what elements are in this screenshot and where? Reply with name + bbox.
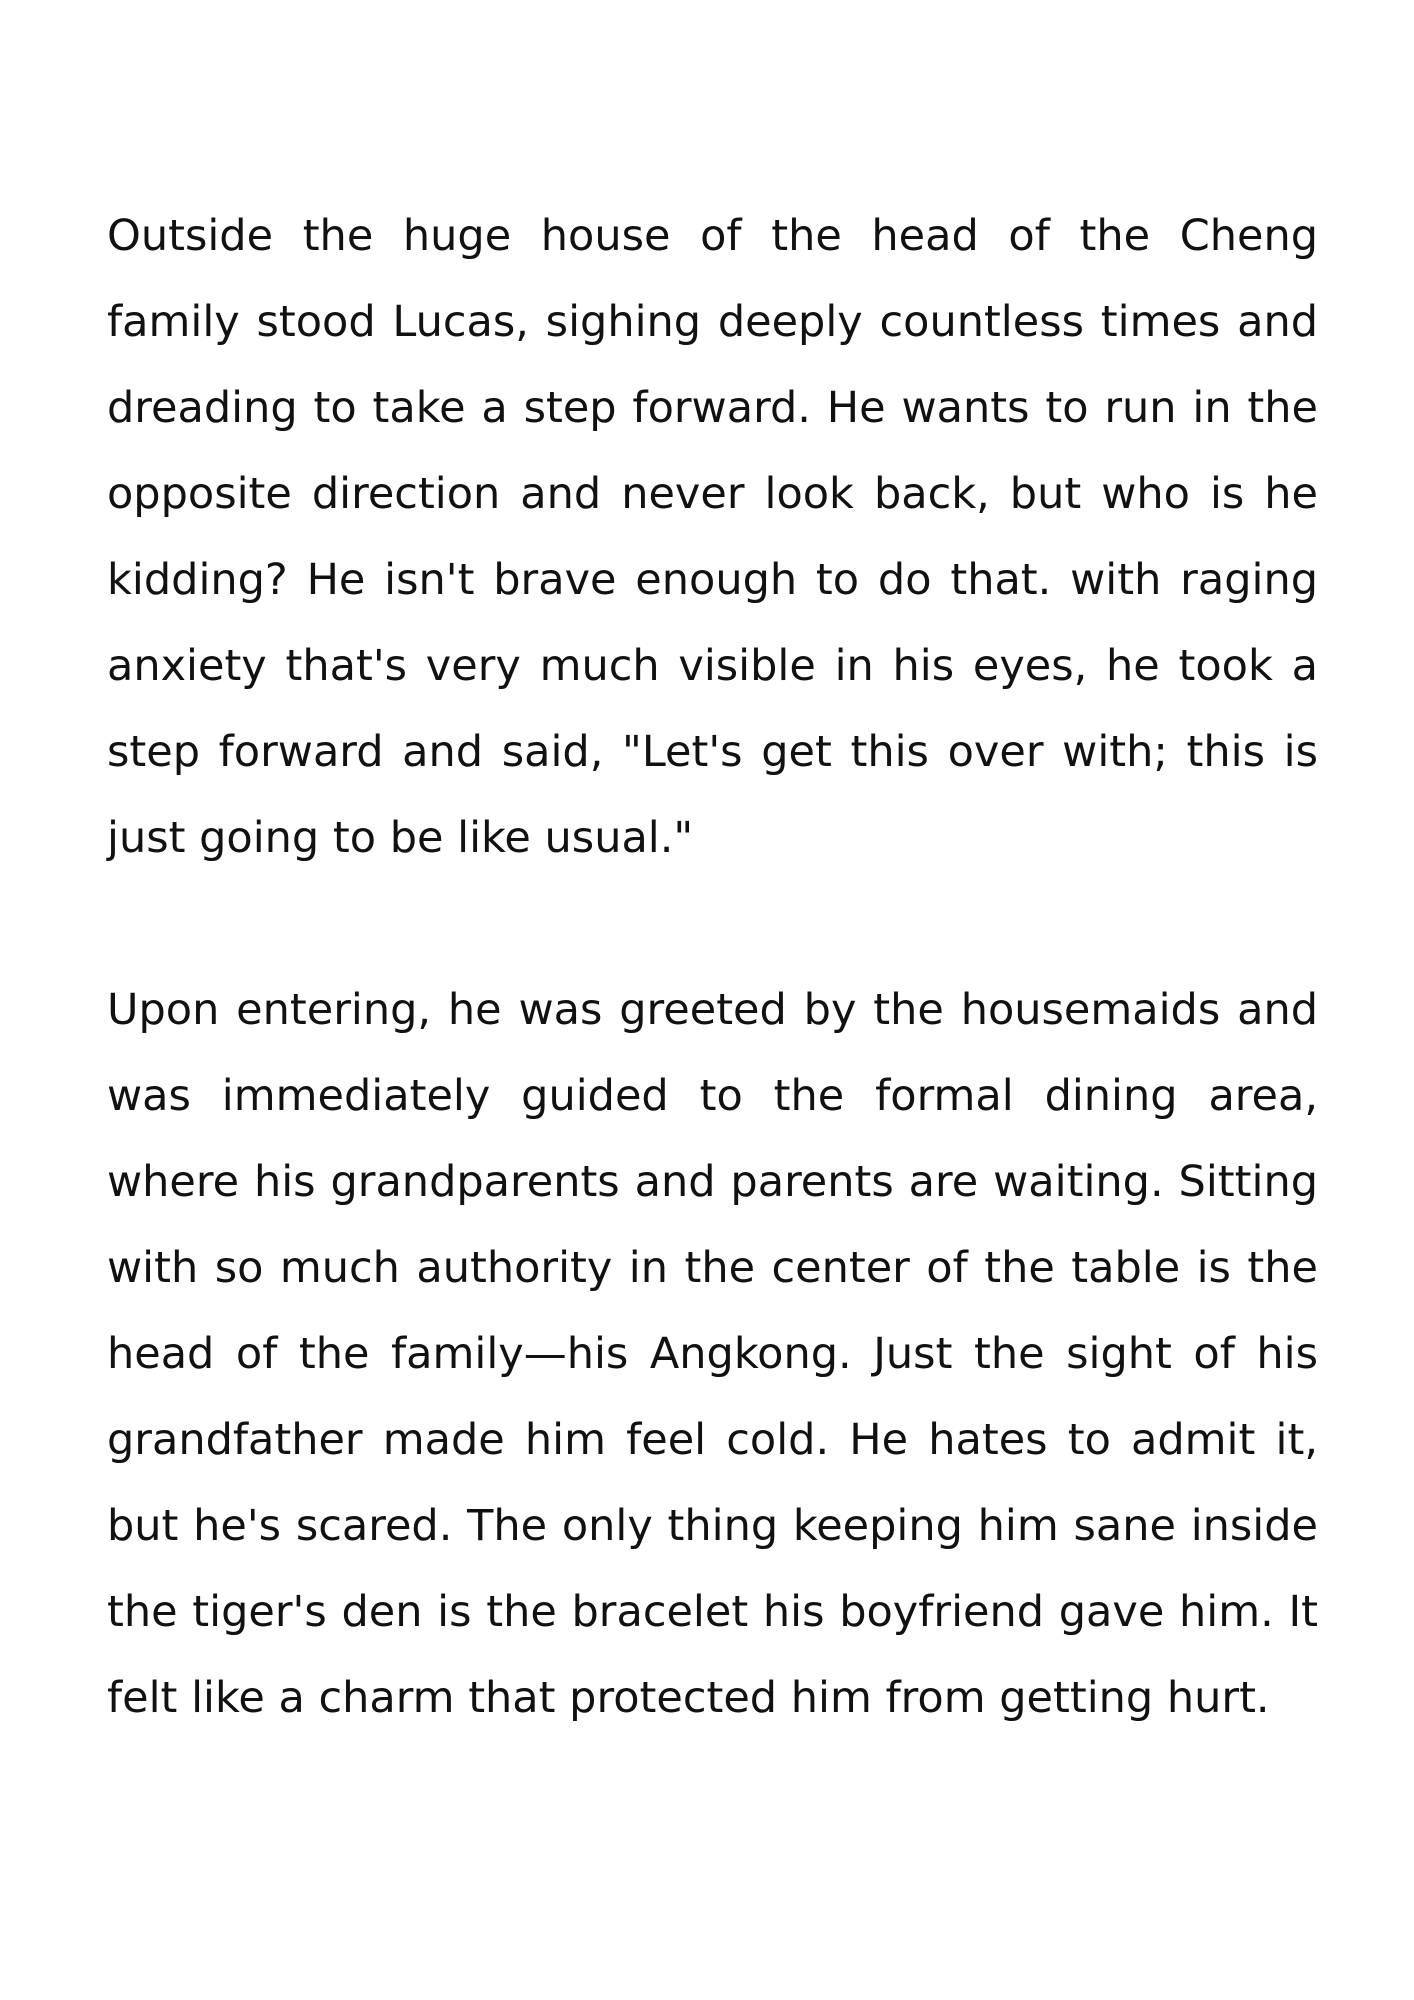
paragraph-2: Upon entering, he was greeted by the housemaids and was immediately guided to the formal dining area, where his grandparents and parents are waiting. Sitting with so much authority in the center of the table is the head of the family—his Angkong. Just the sight of his grandfather made him feel cold. He hates to admit it, but he's scared. The only thing keeping him sane inside the tiger's den is the bracelet his boyfriend gave him. It felt like a charm that protected him from getting hurt. <box>107 985 1318 1723</box>
story-text <box>107 193 1318 1741</box>
paragraph-1: Outside the huge house of the head of the Cheng family stood Lucas, sighing deeply countless times and dreading to take a step forward. He wants to run in the opposite direction and never look back, but who is he kidding? He isn't brave enough to do that. with raging anxiety that's very much visible in his eyes, he took a step forward and said, "Let's get this over with; this is just going to be like usual." <box>107 211 1318 863</box>
